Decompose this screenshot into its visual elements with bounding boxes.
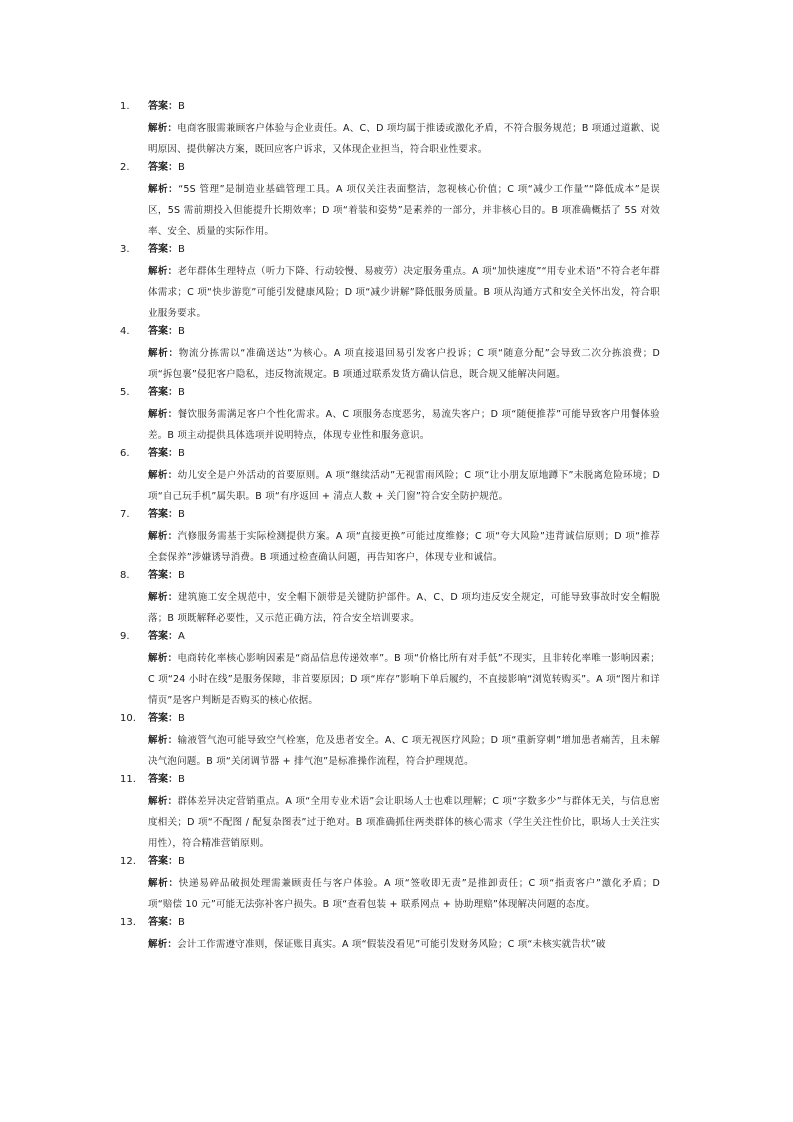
- analysis-paragraph: [148, 873, 660, 915]
- answer-label: 答案：: [148, 448, 178, 459]
- analysis-label: 解析：: [148, 123, 178, 134]
- analysis-text: 群体差异决定营销重点。A 项“全用专业术语”会让职场人士也难以理解；C 项“字数多少”与群体无关，与信息密度相关；D 项“不配图 / 配复杂图表”过于绝对。B 项准确抓住两类群体的核心需求（学生关注性价比，职场人士关注实用性），符合精准营销原则。: [148, 796, 660, 849]
- answer-list: [120, 99, 660, 955]
- answer-label: 答案：: [148, 856, 178, 867]
- analysis-text: 幼儿安全是户外活动的首要原则。A 项“继续活动”无视雷雨风险；C 项“让小朋友原地蹲下”未脱离危险环境；D 项“自己玩手机”属失职。B 项“有序返回 + 清点人数 + 关门窗”符合安全防护规范。: [148, 470, 660, 502]
- answer-label: 答案：: [148, 244, 178, 255]
- item-number: 10.: [120, 713, 136, 724]
- analysis-paragraph: [148, 526, 660, 568]
- analysis-label: 解析：: [148, 878, 179, 889]
- answer-value: B: [178, 774, 185, 785]
- analysis-label: 解析：: [148, 796, 178, 807]
- answer-item: [120, 711, 660, 772]
- answer-value: B: [178, 917, 185, 928]
- item-number: 11.: [120, 774, 136, 785]
- item-number: 3.: [120, 244, 130, 255]
- analysis-label: 解析：: [148, 184, 179, 195]
- answer-item: [120, 160, 660, 242]
- answer-value: B: [178, 509, 185, 520]
- analysis-paragraph: [148, 934, 660, 955]
- answer-label: 答案：: [148, 326, 178, 337]
- answer-item: [120, 772, 660, 854]
- answer-item: [120, 446, 660, 507]
- analysis-paragraph: [148, 587, 660, 629]
- answer-value: B: [178, 101, 185, 112]
- item-number: 9.: [120, 631, 130, 642]
- item-number: 6.: [120, 448, 130, 459]
- answer-value: B: [178, 244, 185, 255]
- analysis-text: 老年群体生理特点（听力下降、行动较慢、易疲劳）决定服务重点。A 项“加快速度”“用专业术语”不符合老年群体需求；C 项“快步游览”可能引发健康风险；D 项“减少讲解”降低服务质量。B 项从沟通方式和安全关怀出发，符合职业服务要求。: [148, 266, 660, 319]
- analysis-text: “5S 管理”是制造业基础管理工具。A 项仅关注表面整洁，忽视核心价值；C 项“减少工作量”“降低成本”是误区，5S 需前期投入但能提升长期效率；D 项“着装和姿势”是素养的一部分，并非核心目的。B 项准确概括了 5S 对效率、安全、质量的实际作用。: [148, 184, 660, 237]
- answer-value: B: [178, 448, 185, 459]
- analysis-paragraph: [148, 118, 660, 160]
- item-number: 13.: [120, 917, 136, 928]
- analysis-label: 解析：: [148, 592, 178, 603]
- item-number: 5.: [120, 387, 130, 398]
- analysis-paragraph: [148, 261, 660, 324]
- analysis-label: 解析：: [148, 653, 178, 664]
- analysis-label: 解析：: [148, 470, 178, 481]
- answer-label: 答案：: [148, 713, 178, 724]
- answer-value: B: [178, 856, 185, 867]
- answer-line: [148, 711, 660, 727]
- answer-line: [148, 242, 660, 258]
- analysis-paragraph: [148, 730, 660, 772]
- answer-item: [120, 242, 660, 324]
- item-number: 7.: [120, 509, 130, 520]
- answer-line: [148, 915, 660, 931]
- analysis-text: 电商客服需兼顾客户体验与企业责任。A、C、D 项均属于推诿或激化矛盾，不符合服务规范；B 项通过道歉、说明原因、提供解决方案，既回应客户诉求，又体现企业担当，符合职业性要求。: [148, 123, 660, 155]
- item-number: 12.: [120, 856, 136, 867]
- answer-line: [148, 99, 660, 115]
- answer-value: B: [178, 162, 185, 173]
- analysis-paragraph: [148, 179, 660, 242]
- analysis-paragraph: [148, 648, 660, 711]
- answer-item: [120, 854, 660, 915]
- item-number: 4.: [120, 326, 130, 337]
- analysis-text: 会计工作需遵守准则，保证账目真实。A 项“假装没看见”可能引发财务风险；C 项“未核实就告状”破: [177, 939, 606, 950]
- answer-line: [148, 629, 660, 645]
- answer-label: 答案：: [148, 917, 178, 928]
- answer-item: [120, 915, 660, 955]
- analysis-text: 汽修服务需基于实际检测提供方案。A 项“直接更换”可能过度维修；C 项“夸大风险”违背诚信原则；D 项“推荐全套保养”涉嫌诱导消费。B 项通过检查确认问题，再告知客户，体现专业和诚信。: [148, 531, 660, 563]
- answer-label: 答案：: [148, 387, 178, 398]
- item-number: 2.: [120, 162, 130, 173]
- analysis-text: 建筑施工安全规范中，安全帽下颌带是关键防护部件。A、C、D 项均违反安全规定，可能导致事故时安全帽脱落；B 项既解释必要性，又示范正确方法，符合安全培训要求。: [148, 592, 661, 624]
- answer-item: [120, 507, 660, 568]
- answer-value: A: [178, 631, 185, 642]
- answer-label: 答案：: [148, 631, 178, 642]
- answer-value: B: [178, 570, 185, 581]
- answer-label: 答案：: [148, 774, 178, 785]
- answer-item: [120, 568, 660, 629]
- answer-line: [148, 446, 660, 462]
- answer-label: 答案：: [148, 509, 178, 520]
- analysis-label: 解析：: [148, 939, 178, 950]
- answer-value: B: [178, 713, 185, 724]
- analysis-label: 解析：: [148, 266, 178, 277]
- answer-line: [148, 568, 660, 584]
- analysis-text: 输液管气泡可能导致空气栓塞，危及患者安全。A、C 项无视医疗风险；D 项“重新穿刺”增加患者痛苦，且未解决气泡问题。B 项“关闭调节器 + 排气泡”是标准操作流程，符合护理规范。: [148, 735, 660, 767]
- answer-value: B: [178, 387, 185, 398]
- item-number: 1.: [120, 101, 130, 112]
- item-number: 8.: [120, 570, 130, 581]
- answer-line: [148, 507, 660, 523]
- answer-line: [148, 854, 660, 870]
- analysis-text: 快递易碎品破损处理需兼顾责任与客户体验。A 项“签收即无责”是推卸责任；C 项“指责客户”激化矛盾；D 项“赔偿 10 元”可能无法弥补客户损失。B 项“查看包装 + 联系网点 + 协助理赔”体现解决问题的态度。: [148, 878, 661, 910]
- answer-label: 答案：: [148, 570, 178, 581]
- analysis-text: 物流分拣需以“准确送达”为核心。A 项直接退回易引发客户投诉；C 项“随意分配”会导致二次分拣浪费；D 项“拆包裹”侵犯客户隐私，违反物流规定。B 项通过联系发货方确认信息，既合规又能解决问题。: [148, 348, 661, 380]
- analysis-label: 解析：: [148, 531, 178, 542]
- analysis-text: 电商转化率核心影响因素是“商品信息传递效率”。B 项“价格比所有对手低”不现实，且非转化率唯一影响因素；C 项“24 小时在线”是服务保障，非首要原因；D 项“库存”影响下单后履约，不直接影响“浏览转购买”。A 项“图片和详情页”是客户判断是否购买的核心依据。: [148, 653, 661, 706]
- analysis-paragraph: [148, 465, 660, 507]
- analysis-label: 解析：: [148, 735, 178, 746]
- analysis-paragraph: [148, 343, 660, 385]
- analysis-paragraph: [148, 404, 660, 446]
- answer-item: [120, 385, 660, 446]
- answer-item: [120, 99, 660, 160]
- analysis-label: 解析：: [148, 348, 179, 359]
- answer-line: [148, 324, 660, 340]
- analysis-label: 解析：: [148, 409, 178, 420]
- answer-line: [148, 385, 660, 401]
- answer-line: [148, 772, 660, 788]
- answer-line: [148, 160, 660, 176]
- analysis-text: 餐饮服务需满足客户个性化需求。A、C 项服务态度恶劣，易流失客户；D 项“随便推荐”可能导致客户用餐体验差。B 项主动提供具体选项并说明特点，体现专业性和服务意识。: [148, 409, 660, 441]
- answer-value: B: [178, 326, 185, 337]
- answer-item: [120, 629, 660, 711]
- analysis-paragraph: [148, 791, 660, 854]
- answer-label: 答案：: [148, 101, 178, 112]
- answer-item: [120, 324, 660, 385]
- answer-label: 答案：: [148, 162, 178, 173]
